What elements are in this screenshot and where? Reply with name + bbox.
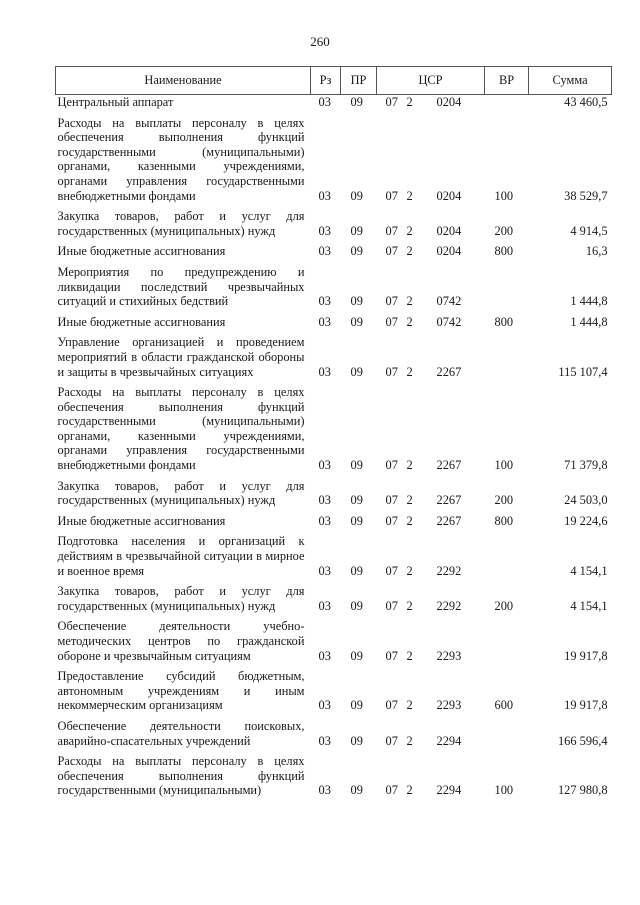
row-csr-subprogram: 2 [406, 188, 413, 203]
row-rz-code: 03 [318, 698, 331, 713]
row-csr-subprogram: 2 [406, 95, 413, 109]
page-number: 260 [310, 34, 330, 49]
row-csr-program: 07 [385, 223, 398, 238]
row-rz-code: 03 [318, 95, 331, 109]
row-name: Обеспечение деятельности учебно-методических центров по гражданской обороне и чрезвычайным ситуациям [57, 619, 305, 663]
row-vr-code: 100 [494, 783, 514, 798]
row-amount: 4 914,5 [570, 223, 608, 238]
table-row [56, 476, 612, 511]
row-name: Закупка товаров, работ и услуг для государственных (муниципальных) нужд [57, 584, 305, 613]
row-csr-program: 07 [385, 698, 398, 713]
row-csr-direction: 0204 [436, 188, 462, 203]
row-rz-code: 03 [318, 244, 331, 259]
table-row [56, 581, 612, 616]
row-vr-code: 100 [494, 188, 514, 203]
row-rz-code: 03 [318, 563, 331, 578]
row-csr-direction: 2294 [436, 733, 462, 748]
row-csr-direction: 0742 [436, 294, 462, 309]
row-csr-direction: 2294 [436, 783, 462, 798]
row-name: Предоставление субсидий бюджетным, автономным учреждениям и иным некоммерческим организациям [57, 669, 305, 713]
row-csr-program: 07 [385, 458, 398, 473]
header-vr: ВР [485, 67, 529, 95]
row-csr-direction: 2267 [436, 364, 462, 379]
row-pr-code: 09 [350, 244, 363, 259]
table-row [56, 511, 612, 532]
row-pr-code: 09 [350, 493, 363, 508]
row-pr-code: 09 [350, 563, 363, 578]
row-csr-direction: 0204 [436, 244, 462, 259]
row-pr-code: 09 [350, 733, 363, 748]
row-amount: 19 917,8 [564, 648, 608, 663]
row-csr-subprogram: 2 [406, 458, 413, 473]
row-rz-code: 03 [318, 733, 331, 748]
row-csr-direction: 2293 [436, 648, 462, 663]
row-vr-code [485, 716, 529, 751]
row-amount: 4 154,1 [570, 598, 608, 613]
row-csr-program: 07 [385, 188, 398, 203]
row-amount: 166 596,4 [557, 733, 608, 748]
row-pr-code: 09 [350, 223, 363, 238]
header-csr: ЦСР [377, 67, 485, 95]
row-amount: 127 980,8 [557, 783, 608, 798]
row-vr-code: 200 [494, 493, 514, 508]
row-csr-program: 07 [385, 648, 398, 663]
row-pr-code: 09 [350, 188, 363, 203]
budget-table [55, 66, 612, 801]
table-body [56, 95, 612, 801]
row-csr-program: 07 [385, 314, 398, 329]
row-amount: 19 917,8 [564, 698, 608, 713]
row-amount: 24 503,0 [564, 493, 608, 508]
table-row [56, 531, 612, 581]
row-name: Центральный аппарат [57, 95, 174, 109]
row-vr-code [485, 531, 529, 581]
row-name: Обеспечение деятельности поисковых, аварийно-спасательных учреждений [57, 718, 305, 748]
row-csr-program: 07 [385, 563, 398, 578]
row-csr-direction: 0204 [436, 95, 462, 109]
table-row [56, 262, 612, 312]
row-vr-code [485, 616, 529, 666]
row-name: Закупка товаров, работ и услуг для государственных (муниципальных) нужд [57, 478, 305, 508]
header-rz: Рз [311, 67, 341, 95]
row-name: Закупка товаров, работ и услуг для государственных (муниципальных) нужд [57, 209, 305, 238]
row-csr-direction: 0204 [436, 223, 462, 238]
row-rz-code: 03 [318, 648, 331, 663]
row-name: Подготовка населения и организаций к действиям в чрезвычайной ситуации в мирное и военное время [57, 534, 305, 578]
table-row [56, 751, 612, 801]
row-name: Иные бюджетные ассигнования [57, 244, 226, 259]
row-pr-code: 09 [350, 294, 363, 309]
row-rz-code: 03 [318, 223, 331, 238]
row-amount: 4 154,1 [570, 563, 608, 578]
row-rz-code: 03 [318, 294, 331, 309]
table-row [56, 241, 612, 262]
row-csr-program: 07 [385, 294, 398, 309]
table-row [56, 332, 612, 382]
row-name: Расходы на выплаты персоналу в целях обеспечения выполнения функций государственными (муниципальными) [57, 754, 305, 798]
row-csr-subprogram: 2 [406, 783, 413, 798]
row-vr-code: 100 [494, 458, 514, 473]
header-pr: ПР [341, 67, 377, 95]
row-csr-direction: 2267 [436, 513, 462, 528]
row-amount: 115 107,4 [558, 364, 608, 379]
row-amount: 38 529,7 [564, 188, 608, 203]
row-pr-code: 09 [350, 698, 363, 713]
row-csr-program: 07 [385, 364, 398, 379]
row-csr-subprogram: 2 [406, 364, 413, 379]
table-row [56, 206, 612, 241]
row-rz-code: 03 [318, 364, 331, 379]
header-name: Наименование [56, 67, 311, 95]
row-csr-subprogram: 2 [406, 733, 413, 748]
row-name: Управление организацией и проведением мероприятий в области гражданской обороны и защиты в чрезвычайных ситуациях [57, 335, 305, 379]
row-csr-direction: 2292 [436, 563, 462, 578]
row-pr-code: 09 [350, 598, 363, 613]
row-amount: 1 444,8 [570, 294, 608, 309]
row-rz-code: 03 [318, 783, 331, 798]
row-csr-program: 07 [385, 513, 398, 528]
row-rz-code: 03 [318, 598, 331, 613]
row-csr-direction: 2267 [436, 458, 462, 473]
row-pr-code: 09 [350, 513, 363, 528]
row-amount: 19 224,6 [564, 513, 608, 528]
table-row [56, 382, 612, 476]
row-rz-code: 03 [318, 188, 331, 203]
row-amount: 71 379,8 [564, 458, 608, 473]
row-csr-program: 07 [385, 733, 398, 748]
row-csr-direction: 2267 [436, 493, 462, 508]
row-vr-code: 600 [494, 698, 514, 713]
row-csr-subprogram: 2 [406, 648, 413, 663]
row-csr-direction: 2292 [436, 598, 462, 613]
table-row [56, 312, 612, 333]
row-vr-code [485, 262, 529, 312]
table-row [56, 716, 612, 751]
row-csr-program: 07 [385, 493, 398, 508]
row-csr-subprogram: 2 [406, 493, 413, 508]
row-vr-code: 200 [494, 223, 514, 238]
table-row [56, 616, 612, 666]
row-rz-code: 03 [318, 314, 331, 329]
row-csr-subprogram: 2 [406, 598, 413, 613]
table-row [56, 666, 612, 716]
row-amount: 1 444,8 [570, 314, 608, 329]
row-vr-code: 200 [494, 598, 514, 613]
row-pr-code: 09 [350, 648, 363, 663]
row-csr-program: 07 [385, 244, 398, 259]
table-row [56, 95, 612, 113]
table-row [56, 113, 612, 207]
row-vr-code [485, 332, 529, 382]
row-pr-code: 09 [350, 314, 363, 329]
row-pr-code: 09 [350, 364, 363, 379]
row-csr-subprogram: 2 [406, 513, 413, 528]
row-rz-code: 03 [318, 458, 331, 473]
row-csr-subprogram: 2 [406, 563, 413, 578]
row-csr-subprogram: 2 [406, 294, 413, 309]
row-csr-subprogram: 2 [406, 698, 413, 713]
row-pr-code: 09 [350, 95, 363, 109]
row-pr-code: 09 [350, 458, 363, 473]
row-csr-program: 07 [385, 598, 398, 613]
row-name: Иные бюджетные ассигнования [57, 513, 226, 528]
row-vr-code: 800 [494, 314, 514, 329]
row-name: Расходы на выплаты персоналу в целях обеспечения выполнения функций государственными (муниципальными) органами, казенными учреждениями, органами управления государственными внебюджетными фондами [57, 385, 305, 473]
row-name: Расходы на выплаты персоналу в целях обеспечения выполнения функций государственными (муниципальными) органами, казенными учреждениями, органами управления государственными внебюджетными фондами [57, 115, 305, 203]
row-csr-subprogram: 2 [406, 314, 413, 329]
header-sum: Сумма [529, 67, 612, 95]
row-csr-subprogram: 2 [406, 244, 413, 259]
row-vr-code: 800 [494, 513, 514, 528]
row-pr-code: 09 [350, 783, 363, 798]
table-header-row [56, 67, 612, 95]
row-amount: 16,3 [585, 244, 608, 259]
row-name: Иные бюджетные ассигнования [57, 314, 226, 329]
row-vr-code: 800 [494, 244, 514, 259]
row-rz-code: 03 [318, 513, 331, 528]
row-name: Мероприятия по предупреждению и ликвидации последствий чрезвычайных ситуаций и стихийных бедствий [57, 264, 305, 309]
row-amount: 43 460,5 [564, 95, 608, 109]
row-csr-program: 07 [385, 783, 398, 798]
row-csr-direction: 2293 [436, 698, 462, 713]
row-csr-direction: 0742 [436, 314, 462, 329]
row-vr-code [485, 95, 529, 113]
row-csr-subprogram: 2 [406, 223, 413, 238]
row-rz-code: 03 [318, 493, 331, 508]
row-csr-program: 07 [385, 95, 398, 109]
